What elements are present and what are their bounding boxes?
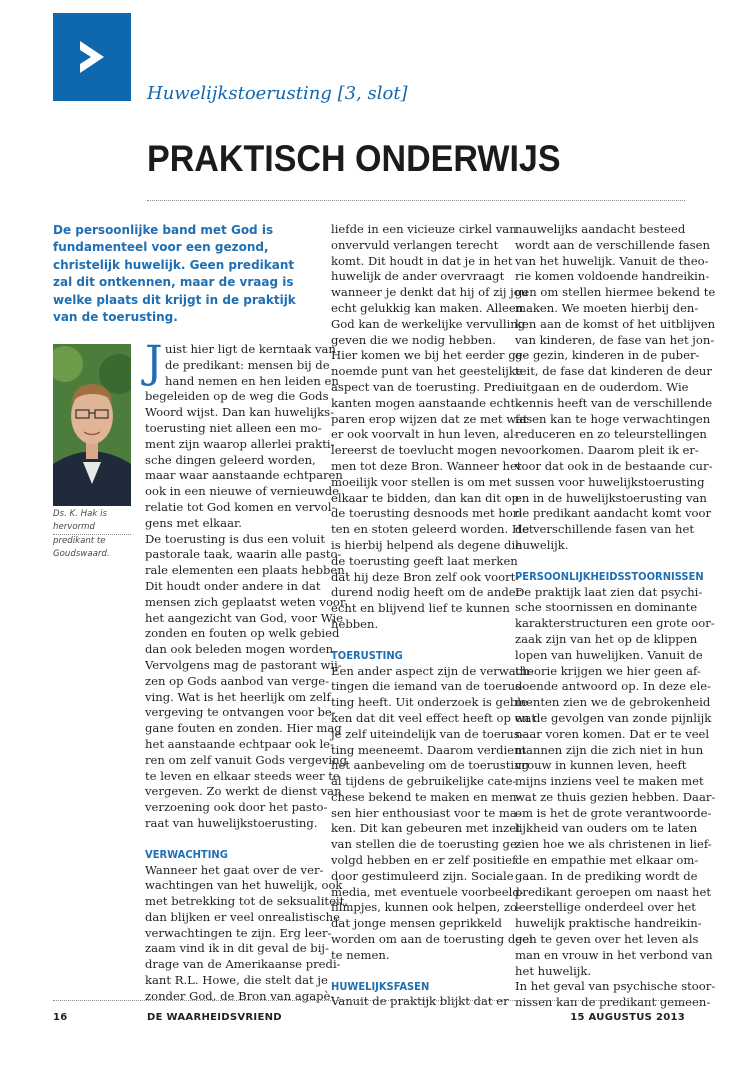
text-line: Een ander aspect zijn de verwach-	[331, 663, 534, 678]
text-line: van het huwelijk. Vanuit de theo-	[515, 253, 709, 268]
text-line: het aanstaande echtpaar ook le-	[145, 736, 334, 751]
section-heading-verwachting: VERWACHTING	[145, 847, 228, 861]
text-line: leerstellige onderdeel over het	[515, 900, 696, 915]
text-line: de toerusting desnoods met hor-	[331, 506, 523, 521]
text-line: naar voren komen. Dat er te veel	[515, 726, 710, 741]
col1-body-2	[145, 862, 348, 1005]
text-line: en de gevolgen van zonde pijnlijk	[515, 710, 712, 725]
text-line: Vervolgens mag de pastorant wij-	[145, 657, 342, 672]
text-line: volgd hebben en er zelf positief	[331, 853, 517, 868]
text-line: toerusting niet alleen een mo-	[145, 420, 322, 435]
text-line: ting meeneemt. Daarom verdient	[331, 742, 527, 757]
text-line: raat van huwelijkstoerusting.	[145, 815, 318, 830]
text-line: sche stoornissen en dominante	[515, 600, 698, 615]
text-line: fasen kan te hoge verwachtingen	[515, 411, 711, 426]
text-line: mensen zich geplaatst weten voor	[145, 594, 346, 609]
text-line: het aanbeveling om de toerusting	[331, 758, 529, 773]
text-line: vrouw in kunnen leven, heeft	[515, 758, 687, 773]
text-line: huwelijk praktische handreikin-	[515, 916, 702, 931]
text-line: wanneer je denkt dat hij of zij jou	[331, 285, 529, 300]
text-line: doende antwoord op. In deze ele-	[515, 679, 712, 694]
text-line: is hierbij helpend als degene die	[331, 537, 523, 552]
text-line: uist hier ligt de kerntaak van	[165, 342, 336, 356]
footer-divider	[53, 1000, 685, 1001]
column-1	[145, 337, 349, 1005]
text-line: zonden en fouten op welk gebied	[145, 626, 340, 641]
text-line: dan ook beleden mogen worden.	[145, 642, 337, 657]
text-line: relatie tot God komen en vervol-	[145, 499, 336, 514]
text-line: gane fouten en zonden. Hier mag	[145, 721, 342, 736]
author-photo	[53, 344, 131, 506]
text-line: komt. Dit houdt in dat je in het	[331, 253, 513, 268]
text-line: met betrekking tot de seksualiteit,	[145, 894, 348, 909]
text-line: sussen voor huwelijkstoerusting	[515, 474, 705, 489]
text-line: hand nemen en hen leiden en	[165, 373, 339, 388]
text-line: verwachtingen te zijn. Erg leer-	[145, 925, 332, 940]
photo-caption: Ds. K. Hak is hervormd predikant te Goudswaard.	[53, 509, 110, 560]
text-line: lijkheid van ouders om te laten	[515, 821, 698, 836]
intro-text: De persoonlijke band met God is fundamenteel voor een gezond, christelijk huwelijk. Geen predikant zal dit ontkennen, maar de vraag is welke plaats dit krijgt in de praktijk van de toerusting.	[53, 223, 296, 325]
text-line: gen te geven over het leven als	[515, 932, 699, 947]
text-line: ook in een nieuwe of vernieuwde	[145, 484, 339, 499]
text-line: karakterstructuren een grote oor-	[515, 616, 715, 631]
text-line: Woord wijst. Dan kan huwelijks-	[145, 405, 335, 420]
text-line: lereerst de toevlucht mogen ne-	[331, 443, 519, 458]
text-line: pastorale taak, waarin alle pasto-	[145, 547, 342, 562]
text-line: van kinderen, de fase van het jon-	[515, 332, 715, 347]
text-line: de predikant: mensen bij de	[165, 357, 330, 372]
text-line: de en empathie met elkaar om-	[515, 853, 699, 868]
text-line: begeleiden op de weg die Gods	[145, 389, 329, 404]
text-line: zaak zijn van het op de klippen	[515, 631, 698, 646]
text-line: huwelijk de ander overvraagt	[331, 269, 505, 284]
text-line: teit, de fase dat kinderen de deur	[515, 364, 712, 379]
col2-body	[331, 222, 534, 633]
text-line: rie komen voldoende handreikin-	[515, 269, 710, 284]
text-line: gen om stellen hiermee bekend te	[515, 285, 716, 300]
text-line: zaam vind ik in dit geval de bij-	[145, 941, 329, 956]
text-line: er ook voorvalt in hun leven, al-	[331, 427, 518, 442]
text-line: ving. Wat is het heerlijk om zelf	[145, 689, 331, 704]
column-3	[515, 222, 716, 1011]
text-line: nauwelijks aandacht besteed	[515, 222, 686, 236]
text-line: sen hier enthousiast voor te ma-	[331, 805, 521, 820]
text-line: De praktijk laat zien dat psychi-	[515, 584, 703, 599]
text-line: predikant geroepen om naast het	[515, 884, 712, 899]
text-line: chese bekend te maken en men-	[331, 789, 521, 804]
text-line: mannen zijn die zich niet in hun	[515, 742, 704, 757]
text-line: ment zijn waarop allerlei prakti-	[145, 436, 335, 451]
text-line: wat ze thuis gezien hebben. Daar-	[515, 789, 716, 804]
text-line: door gestimuleerd zijn. Sociale	[331, 868, 514, 883]
text-line: echt en blijvend lief te kunnen	[331, 601, 510, 616]
text-line: durend nodig heeft om de ander	[331, 585, 522, 600]
text-line: echt gelukkig kan maken. Alleen	[331, 300, 524, 315]
text-line: ren om zelf vanuit Gods vergeving	[145, 752, 347, 767]
text-line: kant R.L. Howe, die stelt dat je	[145, 973, 328, 988]
text-line: het aangezicht van God, voor Wie	[145, 610, 344, 625]
col3-body-2	[515, 584, 716, 1012]
text-line: al tijdens de gebruikelijke cate-	[331, 774, 517, 789]
page-title: PRAKTISCH ONDERWIJS	[147, 138, 561, 179]
text-line: huwelijk.	[515, 537, 569, 552]
text-line: man en vrouw in het verbond van	[515, 947, 713, 962]
text-line: ge gezin, kinderen in de puber-	[515, 348, 700, 363]
magazine-name: DE WAARHEIDSVRIEND	[147, 1012, 282, 1023]
text-line: het huwelijk.	[515, 963, 592, 978]
text-line: aspect van de toerusting. Predi-	[331, 379, 519, 394]
text-line: dat jonge mensen geprikkeld	[331, 916, 502, 931]
text-line: mijns inziens veel te maken met	[515, 774, 704, 789]
col2-body-3	[331, 994, 509, 1010]
text-line: te nemen.	[331, 947, 390, 962]
series-title: Huwelijkstoerusting [3, slot]	[147, 83, 408, 104]
text-line: om is het de grote verantwoorde-	[515, 805, 712, 820]
text-line: elkaar te bidden, dan kan dit op	[331, 490, 519, 505]
text-line: tingen die iemand van de toerus-	[331, 679, 525, 694]
text-line: God kan de werkelijke vervulling	[331, 316, 526, 331]
text-line: onvervuld verlangen terecht	[331, 237, 499, 252]
text-line: lopen van huwelijken. Vanuit de	[515, 647, 703, 662]
text-line: ken aan de komst of het uitblijven	[515, 316, 716, 331]
text-line: In het geval van psychische stoor-	[515, 979, 716, 994]
text-line: wachtingen van het huwelijk, ook	[145, 878, 343, 893]
text-line: van stellen die de toerusting ge-	[331, 837, 521, 852]
text-line: theorie krijgen we hier geen af-	[515, 663, 701, 678]
text-line: sche dingen geleerd worden,	[145, 452, 316, 467]
text-line: hebben.	[331, 616, 379, 631]
text-line: vergeving te ontvangen voor be-	[145, 705, 336, 720]
issue-date: 15 AUGUSTUS 2013	[570, 1012, 685, 1023]
text-line: kennis heeft van de verschillende	[515, 395, 713, 410]
column-2	[331, 222, 537, 1010]
text-line: drage van de Amerikaanse predi-	[145, 957, 341, 972]
text-line: ting heeft. Uit onderzoek is geble-	[331, 695, 532, 710]
text-line: de toerusting geeft laat merken	[331, 553, 518, 568]
text-line: filmpjes, kunnen ook helpen, zo-	[331, 900, 521, 915]
text-line: vergeven. Zo werkt de dienst van	[145, 784, 342, 799]
text-line: ten en stoten geleerd worden. Het	[331, 522, 534, 537]
text-line: voor dat ook in de bestaande cur-	[515, 458, 713, 473]
text-line: media, met eventuele voorbeeld-	[331, 884, 524, 899]
text-line: zien hoe we als christenen in lief-	[515, 837, 712, 852]
text-line: reduceren en zo teleurstellingen	[515, 427, 707, 442]
drop-cap: J	[145, 337, 163, 388]
text-line: voorkomen. Daarom pleit ik er-	[515, 443, 699, 458]
section-heading-toerusting: TOERUSTING	[331, 648, 403, 662]
text-line: kanten mogen aanstaande echt-	[331, 395, 520, 410]
text-line: je zelf uiteindelijk van de toerus-	[331, 726, 524, 741]
page-number: 16	[53, 1012, 68, 1023]
text-line: Hier komen we bij het eerder ge-	[331, 348, 527, 363]
text-line: Vanuit de praktijk blijkt dat er	[331, 994, 509, 1009]
text-line: ken dat dit veel effect heeft op wat	[331, 710, 537, 725]
text-line: men tot deze Bron. Wanneer het	[331, 458, 522, 473]
text-line: rale elementen een plaats hebben.	[145, 563, 349, 578]
col3-body	[515, 222, 716, 554]
caption-divider	[53, 534, 131, 535]
col2-body-2	[331, 663, 537, 964]
text-line: De toerusting is dus een voluit	[145, 531, 326, 546]
text-line: zonder God, de Bron van agapè-	[145, 988, 335, 1003]
text-line: liefde in een vicieuze cirkel van	[331, 222, 517, 236]
section-heading-persoonlijkheidsstoornissen: PERSOONLIJKHEIDSSTOORNISSEN	[515, 569, 704, 583]
text-line: gens met elkaar.	[145, 515, 242, 530]
col1-body	[145, 337, 349, 832]
text-line: dat hij deze Bron zelf ook voort-	[331, 569, 520, 584]
text-line: Dit houdt onder andere in dat	[145, 578, 321, 593]
text-line: de predikant aandacht komt voor	[515, 506, 711, 521]
text-line: geven die we nodig hebben.	[331, 332, 496, 347]
text-line: zen op Gods aanbod van verge-	[145, 673, 330, 688]
text-line: ken. Dit kan gebeuren met inzet	[331, 821, 521, 836]
chevron-right-icon	[74, 37, 110, 77]
text-line: te leven en elkaar steeds weer te	[145, 768, 340, 783]
text-line: maken. We moeten hierbij den-	[515, 300, 699, 315]
text-line: dan blijken er veel onrealistische	[145, 909, 340, 924]
text-line: de verschillende fasen van het	[515, 522, 695, 537]
text-line: uitgaan en de ouderdom. Wie	[515, 379, 689, 394]
text-line: gaan. In de prediking wordt de	[515, 868, 698, 883]
text-line: wordt aan de verschillende fasen	[515, 237, 710, 252]
text-line: nissen kan de predikant gemeen-	[515, 995, 711, 1010]
text-line: noemde punt van het geestelijke	[331, 364, 523, 379]
text-line: moeilijk voor stellen is om met	[331, 474, 512, 489]
text-line: Wanneer het gaat over de ver-	[145, 862, 324, 877]
brand-logo	[53, 13, 131, 101]
text-line: paren erop wijzen dat ze met wat	[331, 411, 528, 426]
text-line: maar waar aanstaande echtparen	[145, 468, 343, 483]
text-line: menten zien we de gebrokenheid	[515, 695, 711, 710]
title-divider	[147, 200, 685, 201]
text-line: verzoening ook door het pasto-	[145, 800, 328, 815]
text-line: worden om aan de toerusting deel	[331, 932, 533, 947]
section-heading-huwelijksfasen: HUWELIJKSFASEN	[331, 979, 430, 993]
text-line: en in de huwelijkstoerusting van	[515, 490, 707, 505]
